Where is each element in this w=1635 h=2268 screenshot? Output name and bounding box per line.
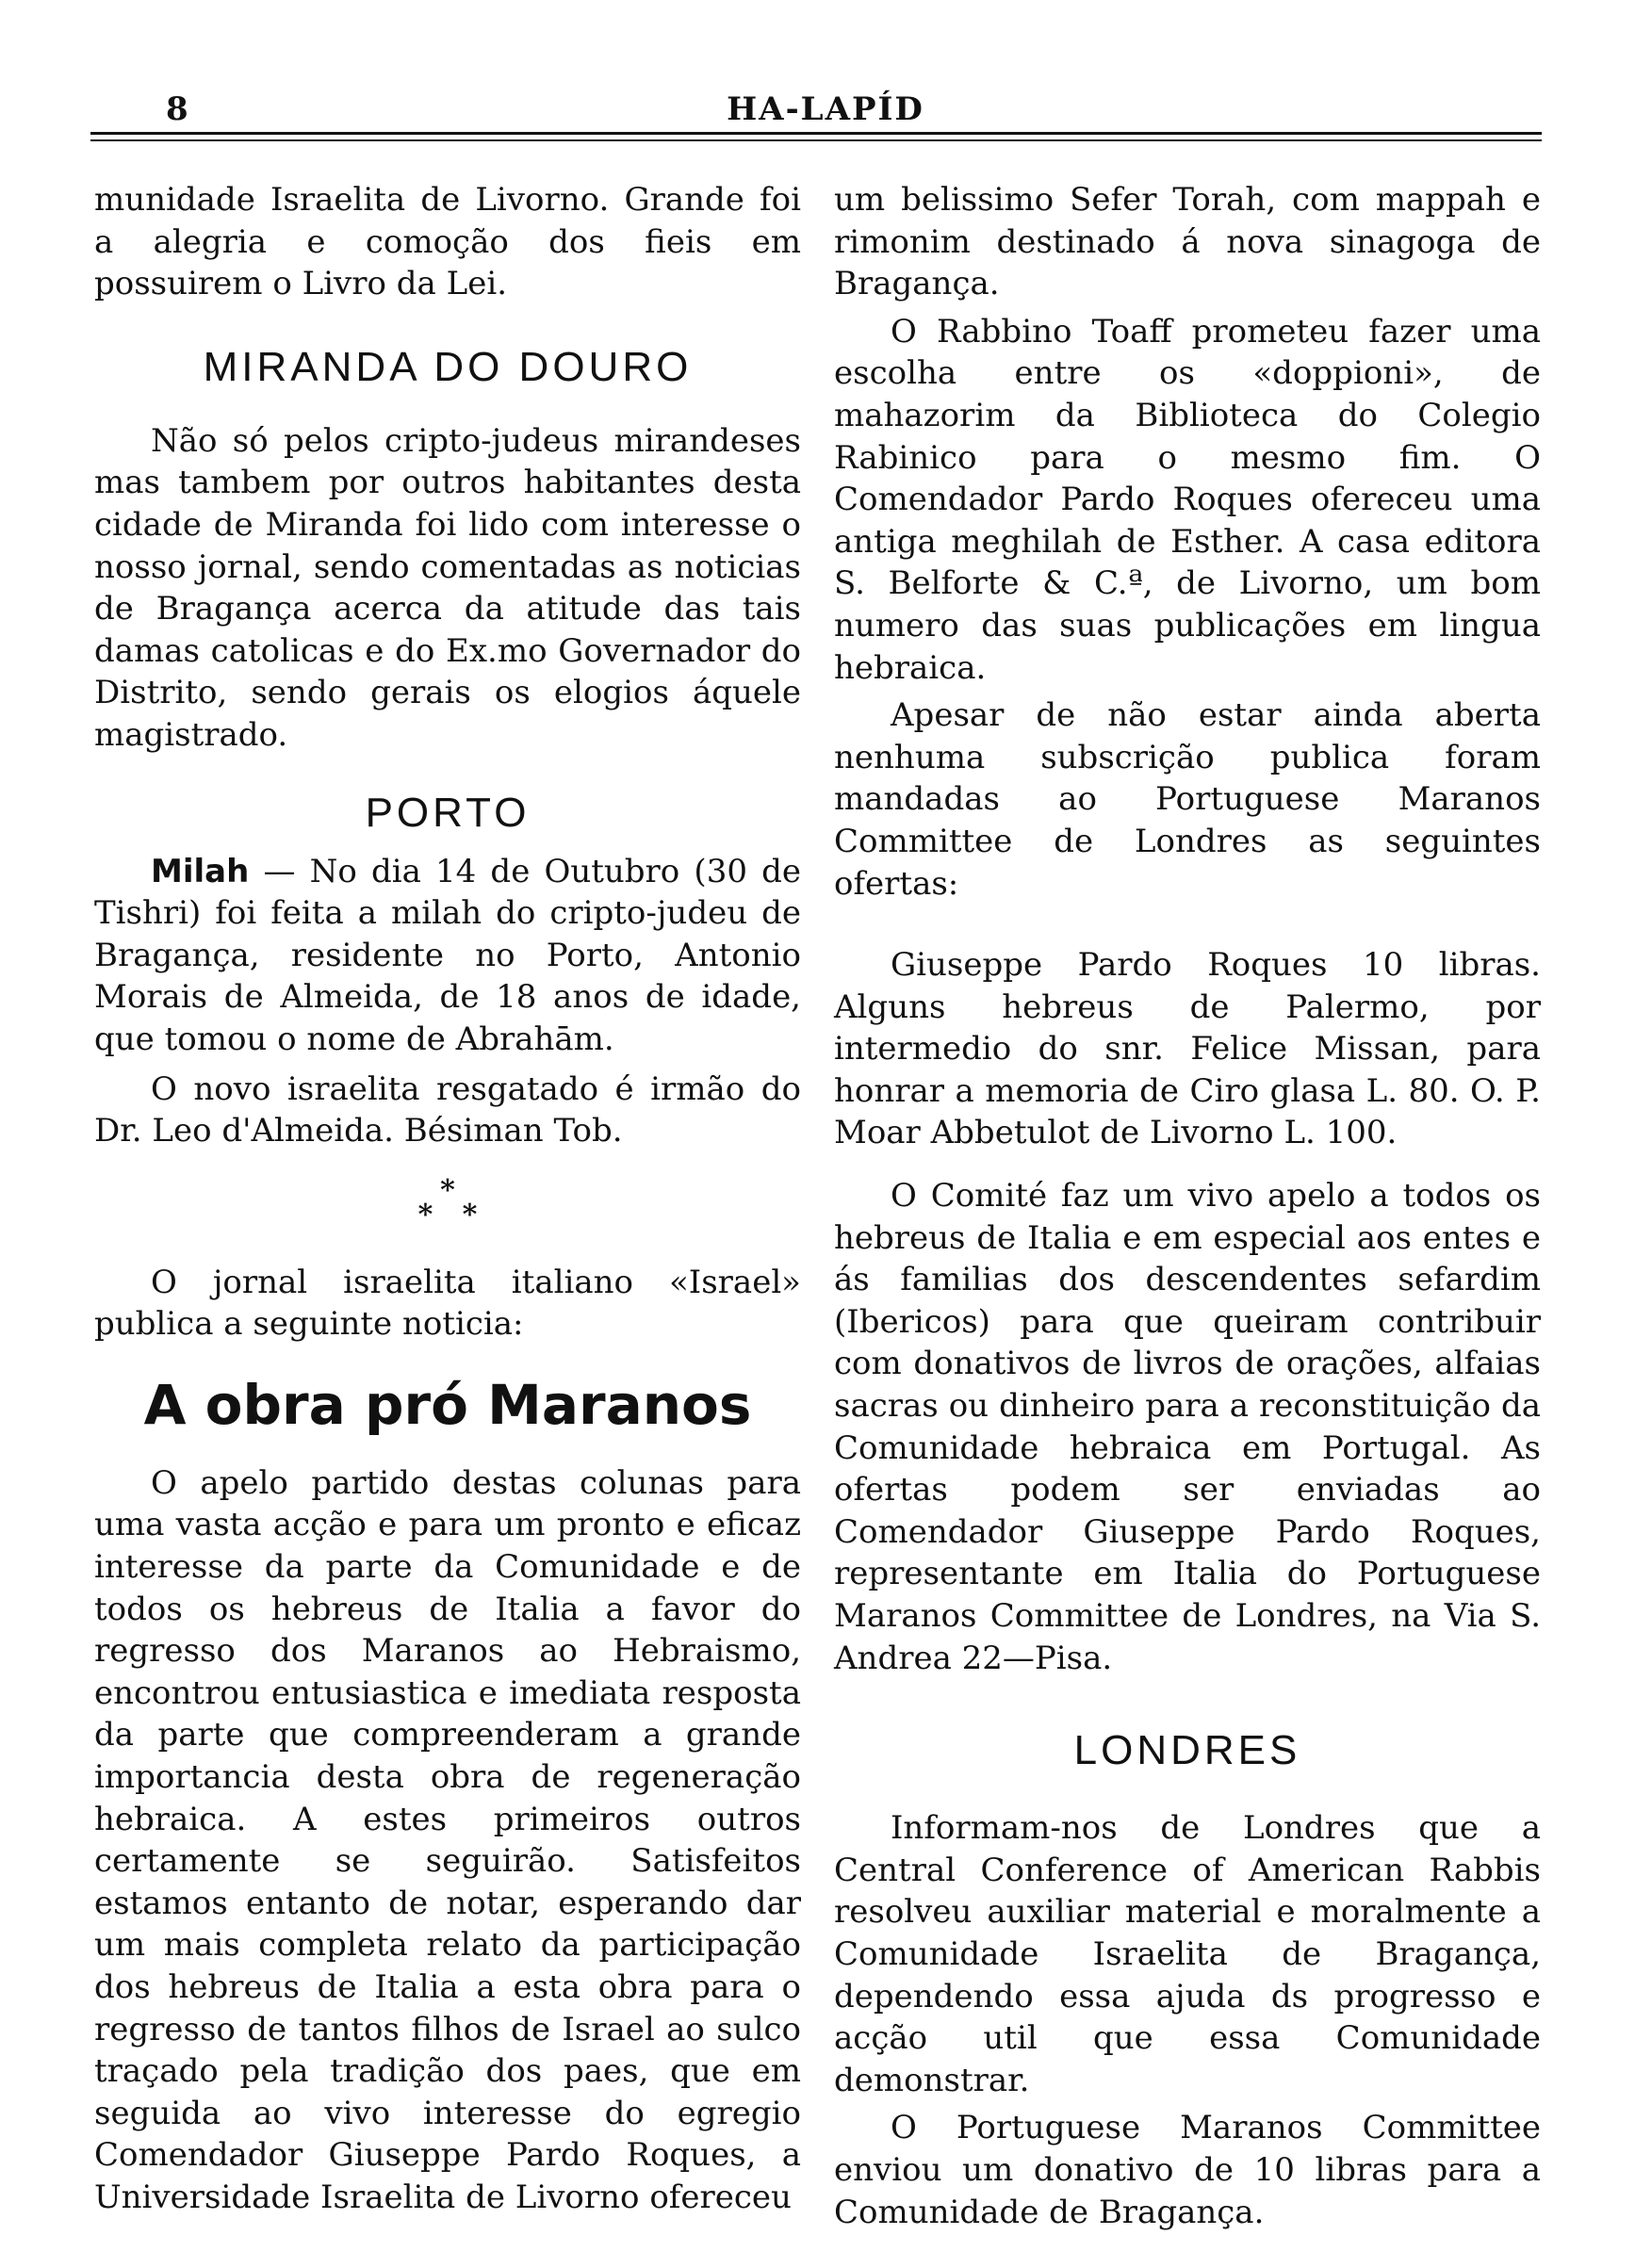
right-column [834, 179, 1541, 2233]
novo-israelita-paragraph: O novo israelita resgatado é irmão do Dr. Leo d'Almeida. Bésiman Tob. [94, 1069, 801, 1150]
committee-paragraph: O Portuguese Maranos Committee enviou um donativo de 10 libras para a Comunidade de Bragança. [834, 2109, 1541, 2231]
londres-heading: LONDRES [1073, 1727, 1301, 1774]
rabbino-paragraph: O Rabbino Toaff prometeu fazer uma escolha entre os «doppioni», de mahazorim da Biblioteca do Colegio Rabinico para o mesmo fim. O Comendador Pardo Roques ofereceu uma antiga meghilah de Esther. A casa editora S. Belforte & C.ª, de Livorno, um bom numero das suas publicações em lingua hebraica. [834, 312, 1541, 687]
apesar-paragraph: Apesar de não estar ainda aberta nenhuma subscrição publica foram mandadas ao Portuguese Maranos Committee de Londres as seguintes ofertas: [834, 696, 1541, 903]
comite-paragraph: O Comité faz um vivo apelo a todos os hebreus de Italia e em especial aos entes e ás familias dos descendentes sefardim (Ibericos) para que queiram contribuir com donativos de livros de orações, alfaias sacras ou dinheiro para a reconstituição da Comunidade hebraica em Portugal. As ofertas podem ser enviadas ao Comendador Giuseppe Pardo Roques, representante em Italia do Portuguese Maranos Committee de Londres, na Via S. Andrea 22—Pisa. [834, 1177, 1541, 1677]
apelo-paragraph: O apelo partido destas colunas para uma vasta acção e para um pronto e eficaz interesse da parte da Comunidade e de todos os hebreus de Italia a favor do regresso dos Maranos ao Hebraismo, encontrou entusiastica e imediata resposta da parte que compreenderam a grande importancia desta obra de regeneração hebraica. A estes primeiros outros certamente se seguirão. Satisfeitos estamos entanto de notar, esperando dar um mais completa relato da participação dos hebreus de Italia a esta obra para o regresso de tantos filhos de Israel ao sulco traçado pela tradição dos paes, que em seguida ao vivo interesse do egregio Comendador Giuseppe Pardo Roques, a Universidade Israelita de Livorno ofereceu [94, 1463, 801, 2216]
milah-paragraph [94, 851, 801, 1061]
asterism-top: * [440, 1173, 455, 1207]
header-rule [90, 132, 1542, 135]
porto-heading: PORTO [365, 789, 531, 836]
miranda-heading: MIRANDA DO DOURO [203, 343, 693, 390]
miranda-paragraph: Não só pelos cripto-judeus mirandeses mas tambem por outros habitantes desta cidade de Miranda foi lido com interesse o nosso jornal, sendo comentadas as noticias de Bragança acerca da atitude das tais damas catolicas e do Ex.mo Governador do Distrito, sendo gerais os elogios áquele magistrado. [94, 421, 801, 754]
page-number: 8 [166, 90, 188, 128]
running-title: HA-LAPÍD [727, 90, 924, 128]
continuation-paragraph: um belissimo Sefer Torah, com mappah e rimonim destinado á nova sinagoga de Bragança. [834, 181, 1541, 303]
informam-paragraph: Informam-nos de Londres que a Central Conference of American Rabbis resolveu auxiliar material e moralmente a Comunidade Israelita de Bragança, dependendo essa ajuda ds progresso e acção util que essa Comunidade demonstrar. [834, 1809, 1541, 2099]
asterism-bottom: * * [417, 1198, 478, 1232]
intro-paragraph: munidade Israelita de Livorno. Grande foi a alegria e comoção dos fieis em possuirem o Livro da Lei. [94, 181, 801, 303]
asterism [94, 1173, 801, 1232]
milah-label: Milah [151, 852, 250, 890]
left-column [94, 179, 801, 2219]
header-rule-double [90, 139, 1542, 141]
jornal-paragraph: O jornal israelita italiano «Israel» publica a seguinte noticia: [94, 1263, 801, 1344]
milah-text: — No dia 14 de Outubro (30 de Tishri) foi feita a milah do cripto-judeu de Bragança, residente no Porto, Antonio Morais de Almeida, de 18 anos de idade, que tomou o nome de Abrahām. [94, 852, 801, 1058]
ofertas-paragraph: Giuseppe Pardo Roques 10 libras. Alguns hebreus de Palermo, por intermedio do snr. Felice Missan, para honrar a memoria de Ciro glasa L. 80. O. P. Moar Abbetulot de Livorno L. 100. [834, 946, 1541, 1152]
obra-heading: A obra pró Maranos [143, 1372, 752, 1437]
